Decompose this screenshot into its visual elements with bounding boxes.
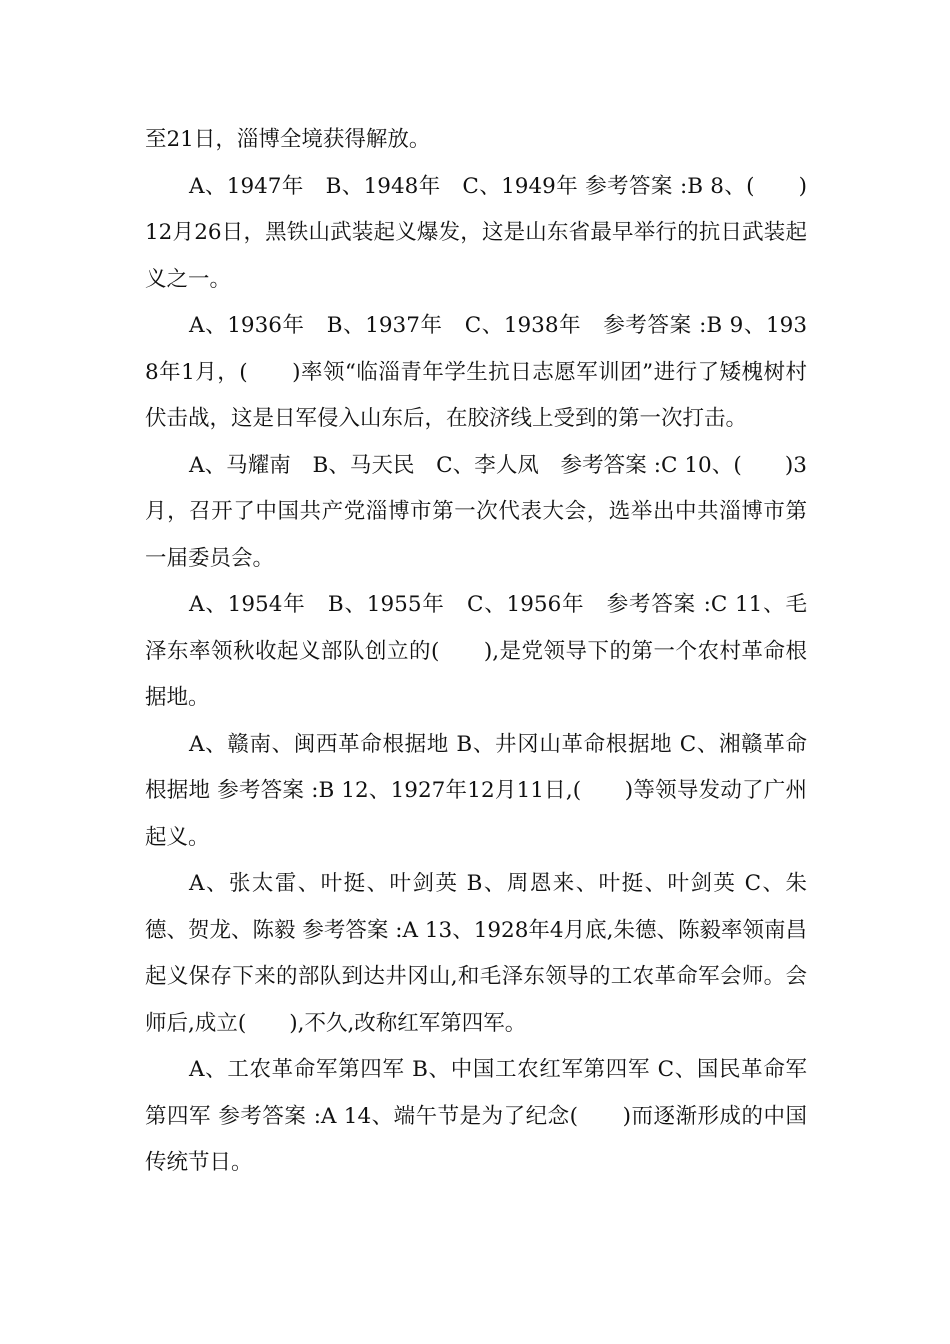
paragraph-question-9: A、1936年 B、1937年 C、1938年 参考答案 :B 9、1938年1月，( )率领“临淄青年学生抗日志愿军训团”进行了矮槐树村伏击战，这是日军侵入山东后，在胶济线上受到的第一次打击。: [145, 313, 807, 431]
paragraph-question-8: A、1947年 B、1948年 C、1949年 参考答案 :B 8、( )12月26日，黑铁山武装起义爆发，这是山东省最早举行的抗日武装起义之一。: [145, 173, 807, 292]
paragraph-question-13: A、张太雷、叶挺、叶剑英 B、周恩来、叶挺、叶剑英 C、朱德、贺龙、陈毅 参考答案 :A 13、1928年4月底,朱德、陈毅率领南昌起义保存下来的部队到达井冈山,和毛泽东领导的工农革命军会师。会师后,成立( ),不久,改称红军第四军。: [145, 871, 807, 1036]
paragraph-question-10: A、马耀南 B、马天民 C、李人凤 参考答案 :C 10、( )3月，召开了中国共产党淄博市第一次代表大会，选举出中共淄博市第一届委员会。: [145, 452, 807, 571]
document-body: [145, 117, 807, 1187]
paragraph-question-12: A、赣南、闽西革命根据地 B、井冈山革命根据地 C、湘赣革命根据地 参考答案 :B 12、1927年12月11日,( )等领导发动了广州起义。: [145, 731, 807, 850]
paragraph-continuation: 至21日，淄博全境获得解放。: [145, 127, 431, 152]
paragraph-question-14: A、工农革命军第四军 B、中国工农红军第四军 C、国民革命军第四军 参考答案 :A 14、端午节是为了纪念( )而逐渐形成的中国传统节日。: [145, 1057, 807, 1175]
paragraph-question-11: A、1954年 B、1955年 C、1956年 参考答案 :C 11、毛泽东率领秋收起义部队创立的( ),是党领导下的第一个农村革命根据地。: [145, 592, 807, 710]
